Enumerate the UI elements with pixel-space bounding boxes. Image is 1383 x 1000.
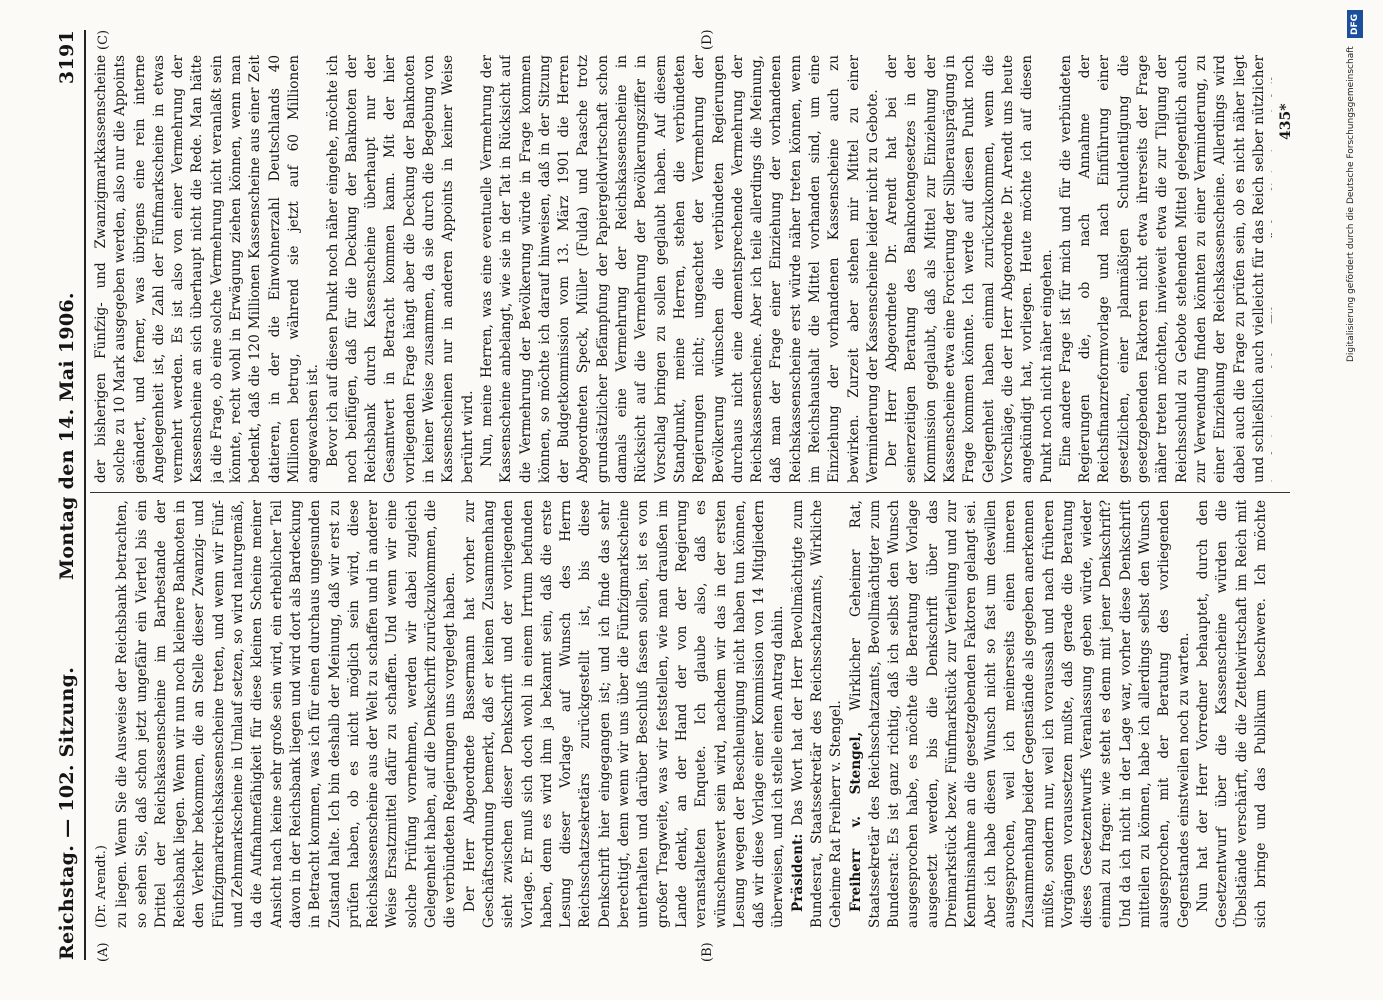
speaker-label: Freiherr v. Stengel,	[847, 731, 864, 912]
margin-mark-d: (D)	[700, 29, 715, 50]
speech-text: Das Wort hat der Herr Bevollmächtigte zum Bundesrat, Staatssekretär des Reichsschatzamts, Wirkliche Geheime Rat Freiherr v. Stengel.	[789, 500, 845, 928]
margin-mark-b: (B)	[700, 942, 715, 962]
column-divider	[90, 492, 1290, 493]
page-number: 3191	[56, 30, 78, 85]
paragraph: Der Herr Abgeordnete Dr. Arendt hat bei der seinerzeitigen Beratung des Banknotengesetzes in der Kommission geglaubt, daß als Mittel zur Einziehung der Kassenscheine etwa eine Forcierung der Silberausprägung in Frage kommen könnte. Ich werde auf diesen Punkt noch Gelegenheit haben einmal zurückzukommen, wenn die Vorschläge, die der Herr Abgeordnete Dr. Arendt uns heute angekündigt hat, vorliegen. Heute möchte ich auf diesen Punkt noch nicht näher eingehen.	[884, 55, 1055, 483]
president-paragraph	[789, 500, 847, 928]
header-date: Montag den 14. Mai 1906.	[56, 292, 78, 580]
paragraph: Nun, meine Herren, was eine eventuelle Vermehrung der Kassenscheine anbelangt, wie sie in der Tat in Rücksicht auf die Vermehrung der Bevölkerung würde in Frage kommen können, so möchte ich darauf hinweisen, daß in der Sitzung der Budgetkommission vom 13. März 1901 die Herren Abgeordneten Speck, Müller (Fulda) und Paasche trotz grundsätzlicher Befämpfung der Papiergeldwirtschaft schon damals eine Vermehrung der Reichskassenscheine in Rücksicht auf die Vermehrung der Bevölkerungsziffer in Vorschlag bringen zu sollen geglaubt haben. Auf diesem Standpunkt, meine Herren, stehen die verbündeten Regierungen nicht; ungeachtet der Vermehrung der Bevölkerung wünschen die verbündeten Regierungen durchaus nicht eine dementsprechende Vermehrung der Reichskassenscheine. Aber ich teile allerdings die Meinung, daß man der Frage einer Einziehung der vorhandenen Reichskassenscheine erst würde näher treten können, wenn im Reichshaushalt die Mittel vorhanden sind, um eine Einziehung der vorhandenen Kassenscheine auch zu bewirken. Zurzeit aber stehen mir Mittel zu einer Verminderung der Kassenscheine leider nicht zu Gebote.	[478, 55, 881, 483]
dfg-credit: Digitalisierung gefördert durch die Deutsche Forschungsgemeinschaft	[1346, 46, 1356, 362]
header-session: Reichstag. — 102. Sitzung.	[56, 666, 78, 960]
speech-text: Wirklicher Geheimer Rat, Staatssekretär des Reichsschatzamts, Bevollmächtigter zum Bundesrat: Es ist ganz richtig, daß ich selbst den Wunsch ausgesprochen habe, es möchte die Beratung der Vorlage ausgesetzt werden, bis die Denkschrift über das Dreimarkstück bezw. Fünfmarkstück zur Verteilung und zur Kenntnisnahme an die gesetzgebenden Faktoren gelangt sei. Aber ich habe diesen Wunsch nicht so fast um deswillen ausgesprochen, weil ich meinerseits einen inneren Zusammenhang beider Gegenstände als gegeben anerkennen müßte, sondern nur, weil ich voraussah und nach früheren Vorgängen voraussetzen mußte, daß gerade die Beratung dieses Gesetzentwurfs Veranlassung geben würde, wieder einmal zu fragen: wie steht es denn mit jener Denkschrift? Und da ich nicht in der Lage war, vorher diese Denkschrift mitteilen zu können, habe ich allerdings selbst den Wunsch ausgesprochen, mit der Beratung des vorliegenden Gegenstandes einstweilen noch zu warten.	[847, 500, 1192, 928]
page-header	[54, 30, 86, 960]
paragraph: zu liegen. Wenn Sie die Ausweise der Reichsbank betrachten, so sehen Sie, daß schon jetzt ungefähr ein Viertel bis ein Drittel der Reichskassenscheine im Barbestande der Reichsbank liegen. Wenn wir nun noch kleinere Banknoten in den Verkehr bekommen, die an Stelle dieser Zwanzig- und Fünfzigmarkreichskassenscheine treten, und wenn wir Fünf- und Zehnmarkscheine in Umlauf setzen, so wird naturgemäß, da die Aufnahmefähigkeit für diese kleinen Scheine meiner Ansicht nach keine sehr große sein wird, ein erheblicher Teil davon in der Reichsbank liegen und wird dort als Bardeckung in Betracht kommen, was ich für einen durchaus ungesunden Zustand halte. Ich bin deshalb der Meinung, daß wir erst zu prüfen haben, ob es nicht möglich sein wird, diese Reichskassenscheine aus der Welt zu schaffen und in anderer Weise Ersatzmittel dafür zu schaffen. Und wenn wir eine solche Prüfung vornehmen, werden wir dabei zugleich Gelegenheit haben, auf die Denkschrift zurückzukommen, die die verbündeten Regierungen uns vorgelegt haben.	[114, 500, 459, 928]
speaker-label: Präsident:	[789, 833, 806, 912]
text-column-left	[92, 500, 1272, 928]
paragraph: der bisherigen Fünfzig- und Zwanzigmarkkassenscheine solche zu 10 Mark ausgegeben werden, also nur die Appoints geändert, und ferner, was übrigens eine rein interne Angelegenheit ist, die Zahl der Fünfmarkscheine in etwas vermehrt werden. Es ist also von einer Vermehrung der Kassenscheine an sich überhaupt nicht die Rede. Man hätte ja die Frage, ob eine solche Vermehrung nicht veranlaßt sein könnte, recht wohl in Erwägung ziehen können, wenn man bedenkt, daß die 120 Millionen Kassenscheine aus einer Zeit datieren, in der die Einwohnerzahl Deutschlands 40 Millionen betrug, während sie jetzt auf 60 Millionen angewachsen ist.	[93, 55, 322, 483]
paragraph: Der Herr Abgeordnete Bassermann hat vorher zur Geschäftsordnung bemerkt, daß er keinen Zusammenhang sieht zwischen dieser Denkschrift und der vorliegenden Vorlage. Er muß sich doch wohl in einem Irrtum befunden haben, denn es wird ihm ja bekannt sein, daß die erste Lesung dieser Vorlage auf Wunsch des Herrn Reichsschatzsekretärs zurückgestellt ist, bis diese Denkschrift hier eingegangen ist; und ich finde das sehr berechtigt, denn wenn wir uns über die Fünfzigmarkscheine unterhalten und darüber Beschluß fassen sollen, ist es von großer Tragweite, was wir feststellen, wie man draußen im Lande denkt, an der Hand der von der Regierung veranstalteten Enquete. Ich glaube also, daß es wünschenswert sein wird, nachdem wir das in der ersten Lesung wegen der Beschleunigung nicht haben tun können, daß wir diese Vorlage einer Kommission von 14 Mitgliedern überweisen, und ich stelle einen Antrag dahin.	[461, 500, 787, 928]
paragraph: Bevor ich auf diesen Punkt noch näher eingehe, möchte ich noch beifügen, daß für die Deckung der Banknoten der Reichsbank durch Kassenscheine überhaupt nur der Gesamtwert in Betracht kommen kann. Mit der hier vorliegenden Frage hängt aber die Deckung der Banknoten in keiner Weise zusammen, da sie durch die Begebung von Kassenscheinen nur in anderen Appoints in keiner Weise berührt wird.	[324, 55, 476, 483]
running-head: (Dr. Arendt.)	[94, 845, 109, 928]
margin-mark-c: (C)	[96, 29, 111, 50]
stengel-paragraph	[847, 500, 1194, 928]
text-column-right	[92, 55, 1272, 483]
margin-mark-a: (A)	[96, 942, 111, 962]
paragraph: Nun hat der Herr Vorredner behauptet, durch den Gesetzentwurf über die Kassenscheine würden die Übelstände verschärft, die die Zettelwirtschaft im Reich mit sich bringe und das Publikum beschwere. Ich möchte	[1194, 500, 1269, 928]
dfg-logo: DFG	[1347, 10, 1363, 38]
signature-mark: 435*	[1278, 103, 1294, 140]
dfg-sidebar	[1346, 6, 1364, 994]
paragraph: Eine andere Frage ist für mich und für die verbündeten Regierungen die, ob nach Annahme der Reichsfinanzreformvorlage und nach Einführung einer gesetzlichen, einer planmäßigen Schuldentilgung die gesetzgebenden Faktoren nicht etwa ihrerseits der Frage näher treten möchten, inwieweit etwa die zur Tilgung der Reichsschuld zu Gebote stehenden Mittel gelegentlich auch zur Verwendung finden könnten zu einer Verminderung, zu einer Einziehung der Reichskassenscheine. Allerdings wird dabei auch die Frage zu prüfen sein, ob es nicht näher liegt und schließlich auch vielleicht für das Reich selber nützlicher	[1057, 55, 1267, 483]
